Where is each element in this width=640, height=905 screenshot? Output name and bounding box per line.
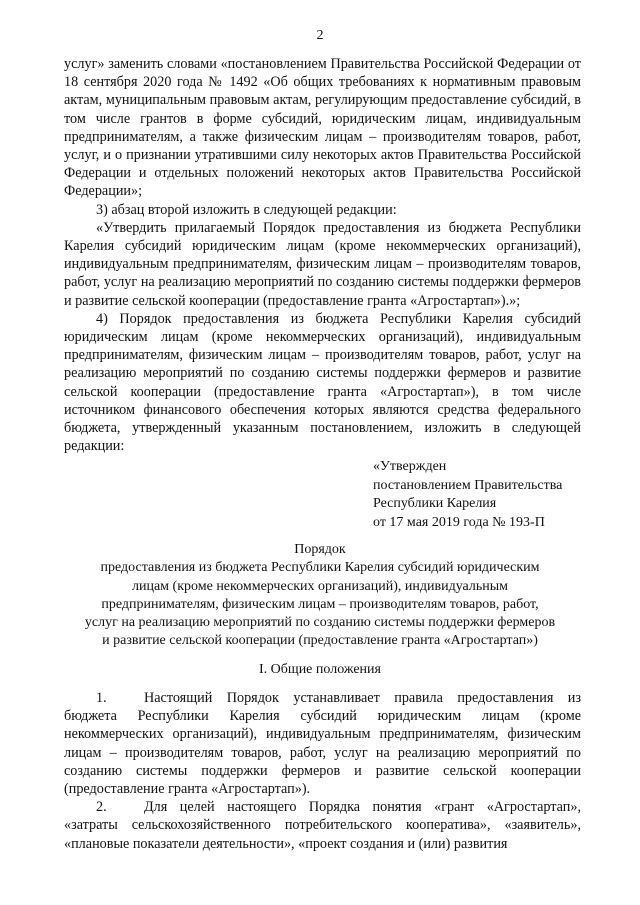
- order-title-line: и развитие сельской кооперации (предоставление гранта «Агростартап»): [102, 633, 538, 649]
- paragraph-approve-order: «Утвердить прилагаемый Порядок предоставления из бюджета Республики Карелия субсидий юридическим лицам (кроме некоммерческих организаций), индивидуальным предпринимателям, физическим лицам – производителям товаров, работ, услуг на реализацию мероприятий по созданию системы поддержки фермеров и развитие сельской кооперации (предоставление гранта «Агростартап»).»;: [64, 219, 581, 309]
- item-number: 1.: [96, 690, 107, 706]
- document-body-items: [64, 689, 581, 853]
- item-text: Для целей настоящего Порядка понятия «грант «Агростартап», «затраты сельскохозяйственного потребительского кооператива», «заявитель», «плановые показатели деятельности», «проект создания и (или) развития: [64, 799, 581, 852]
- order-title-line: услуг на реализацию мероприятий по созданию системы поддержки фермеров: [84, 615, 556, 631]
- approval-line: от 17 мая 2019 года № 193-П: [373, 514, 545, 530]
- approval-line: «Утвержден: [373, 459, 447, 474]
- paragraph-replacement-text: услуг» заменить словами «постановлением Правительства Российской Федерации от 18 сентября 2020 года № 1492 «Об общих требованиях к нормативным правовым актам, муниципальным правовым актам, регулирующим предоставление субсидий, в том числе грантов в форме субсидий, юридическим лицам, индивидуальным предпринимателям, а также физическим лицам – производителям товаров, работ, услуг, и о признании утратившими силу некоторых актов Правительства Российской Федерации и отдельных положений некоторых актов Правительства Российской Федерации»;: [64, 56, 581, 200]
- list-item: [64, 798, 581, 853]
- order-title-line: лицам (кроме некоммерческих организаций), индивидуальным: [132, 578, 508, 594]
- paragraph-item-3: 3) абзац второй изложить в следующей редакции:: [96, 201, 397, 218]
- approval-stamp-block: [373, 458, 603, 532]
- item-text: Настоящий Порядок устанавливает правила предоставления из бюджета Республики Карелия субсидий юридическим лицам (кроме некоммерческих организаций), индивидуальным предпринимателям, физическим лицам – производителям товаров, работ, услуг на реализацию мероприятий по созданию системы поддержки фермеров и развитие сельской кооперации (предоставление гранта «Агростартап»).: [64, 690, 581, 798]
- page-number: 2: [316, 28, 324, 43]
- document-body-top: [64, 55, 581, 455]
- item-number: 2.: [96, 799, 107, 816]
- paragraph-item-4: 4) Порядок предоставления из бюджета Республики Карелия субсидий юридическим лицам (кроме некоммерческих организаций), индивидуальным предпринимателям, физическим лицам – производителям товаров, работ, услуг на реализацию мероприятий по созданию системы поддержки фермеров и развитие сельской кооперации (предоставление гранта «Агростартап»), в том числе источником финансового обеспечения которых являются средства федерального бюджета, утвержденный указанным постановлением, изложить в следующей редакции:: [64, 310, 581, 455]
- order-title: [60, 541, 580, 651]
- approval-line: постановлением Правительства: [373, 477, 563, 493]
- list-item: [64, 689, 581, 798]
- approval-line: Республики Карелия: [373, 496, 497, 511]
- order-title-line: предпринимателям, физическим лицам – производителям товаров, работ,: [101, 596, 539, 612]
- section-heading: I. Общие положения: [259, 662, 381, 677]
- order-title-line: предоставления из бюджета Республики Карелия субсидий юридическим: [100, 560, 540, 576]
- order-title-line: Порядок: [294, 542, 346, 557]
